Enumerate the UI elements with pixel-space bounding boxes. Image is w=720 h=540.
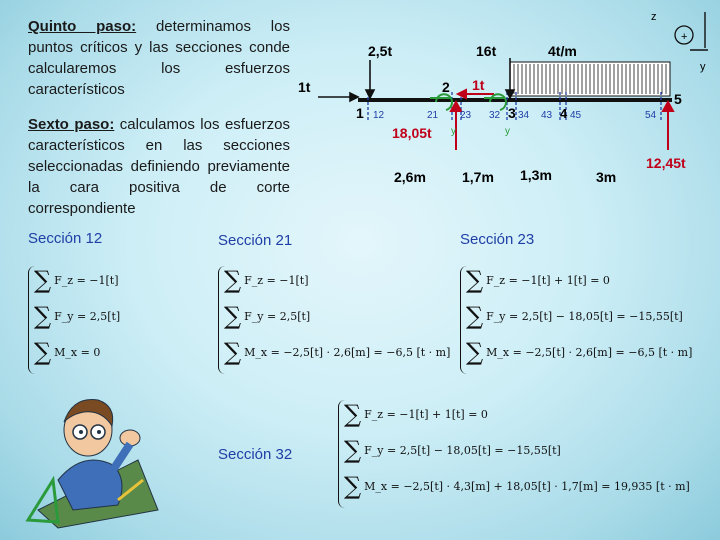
eq-s21-fz: ∑ F_z = −1[t] <box>224 266 309 294</box>
load-25t-label: 2,5t <box>368 43 393 59</box>
eq-block-s23 <box>460 266 710 376</box>
dist-3-label: 3m <box>596 169 617 185</box>
dist-17-label: 1,7m <box>462 169 494 185</box>
load-25t-arrowhead <box>366 90 374 98</box>
small-y-32: y <box>505 126 510 137</box>
load-1t-mid-label: 1t <box>472 77 485 93</box>
load-16t-arrowhead <box>506 90 514 98</box>
reaction-1245-label: 12,45t <box>646 155 686 171</box>
sec-23-tag: 23 <box>460 110 472 121</box>
eq-s23-mx: ∑ M_x = −2,5[t] · 2,6[m] = −6,5 [t · m] <box>466 338 693 366</box>
sec-34-tag: 34 <box>518 110 530 121</box>
eq-block-s21 <box>218 266 458 376</box>
engineer-hand <box>120 430 140 446</box>
load-1t-left-arrowhead <box>350 93 358 101</box>
eq-s32-mx: ∑ M_x = −2,5[t] · 4,3[m] + 18,05[t] · 1,7[m] = 19,935 [t · m] <box>344 472 690 500</box>
node-5-label: 5 <box>674 91 682 107</box>
step5-text: determinamos los puntos críticos y las secciones conde calcularemos los esfuerzos característicos <box>28 18 290 98</box>
axis-y-label: y <box>700 61 706 73</box>
reaction-1245-arrowhead <box>663 102 673 111</box>
load-4tm-label: 4t/m <box>548 43 577 59</box>
reaction-1805-label: 18,05t <box>392 125 432 141</box>
node-1-label: 1 <box>356 105 364 121</box>
sec-54-tag: 54 <box>645 110 657 121</box>
step6-keyword: Sexto paso: <box>28 116 115 133</box>
engineer-illustration <box>18 370 168 530</box>
sec-12-tag: 12 <box>373 110 385 121</box>
eq-s21-fy: ∑ F_y = 2,5[t] <box>224 302 311 330</box>
sec-45-tag: 45 <box>570 110 582 121</box>
eq-s32-fy: ∑ F_y = 2,5[t] − 18,05[t] = −15,55[t] <box>344 436 561 464</box>
load-16t-label: 16t <box>476 43 497 59</box>
eq-s12-fz: ∑ F_z = −1[t] <box>34 266 119 294</box>
section-23-label: Sección 23 <box>460 231 535 248</box>
eq-s23-fy: ∑ F_y = 2,5[t] − 18,05[t] = −15,55[t] <box>466 302 683 330</box>
eq-s12-fy: ∑ F_y = 2,5[t] <box>34 302 121 330</box>
node-4-label: 4 <box>560 106 568 121</box>
node-3-label: 3 <box>508 105 516 121</box>
eq-s23-fz: ∑ F_z = −1[t] + 1[t] = 0 <box>466 266 610 294</box>
sec-43-tag: 43 <box>541 110 553 121</box>
eq-block-s12 <box>28 266 218 376</box>
load-1t-mid-arrowhead <box>458 90 466 98</box>
dist-13-label: 1,3m <box>520 167 552 183</box>
axis-z-label: z <box>651 11 657 23</box>
beam-diagram <box>0 0 720 200</box>
section-32-label: Sección 32 <box>218 446 293 463</box>
step6-text: calculamos los esfuerzos característicos en las secciones seleccionadas definiendo previamente la cara positiva de corte correspondiente <box>28 116 290 217</box>
sign-label: + <box>681 31 688 43</box>
eq-s21-mx: ∑ M_x = −2,5[t] · 2,6[m] = −6,5 [t · m] <box>224 338 451 366</box>
moment-icon-32 <box>490 94 506 110</box>
node-2-label: 2 <box>442 79 450 95</box>
sec-32-tag: 32 <box>489 110 501 121</box>
load-1t-left-label: 1t <box>298 79 311 95</box>
sec-21-tag: 21 <box>427 110 439 121</box>
moment-icon-21 <box>436 94 452 110</box>
small-y-21: y <box>451 126 456 137</box>
section-21-label: Sección 21 <box>218 232 293 249</box>
eq-block-s32 <box>338 400 698 510</box>
eq-s32-fz: ∑ F_z = −1[t] + 1[t] = 0 <box>344 400 488 428</box>
step5-keyword: Quinto paso: <box>28 18 137 35</box>
dist-26-label: 2,6m <box>394 169 426 185</box>
eq-s12-mx: ∑ M_x = 0 <box>34 338 101 366</box>
section-12-label: Sección 12 <box>28 230 103 247</box>
